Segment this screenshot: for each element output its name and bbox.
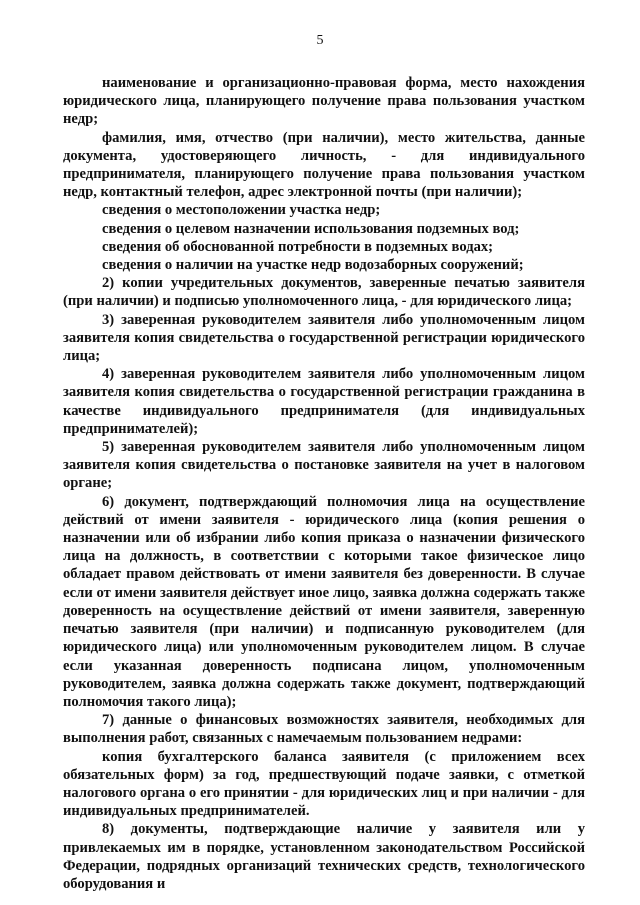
- paragraph: сведения о наличии на участке недр водозаборных сооружений;: [102, 257, 524, 274]
- paragraph: наименование и организационно-правовая форма, место нахождения юридического лица, планирующего получение права пользования участком недр;: [63, 75, 585, 128]
- page-number: 5: [316, 33, 324, 48]
- paragraph: 5) заверенная руководителем заявителя либо уполномоченным лицом заявителя копия свидетельства о постановке заявителя на учет в налоговом органе;: [63, 439, 585, 492]
- paragraph: 4) заверенная руководителем заявителя либо уполномоченным лицом заявителя копия свидетельства о государственной регистрации гражданина в качестве индивидуального предпринимателя (для индивидуальных предпринимателей);: [63, 366, 585, 437]
- paragraph: 2) копии учредительных документов, заверенные печатью заявителя (при наличии) и подписью уполномоченного лица, - для юридического лица;: [63, 275, 585, 310]
- paragraph: 8) документы, подтверждающие наличие у заявителя или у привлекаемых им в порядке, установленном законодательством Российской Федерации, подрядных организаций технических средств, технологического оборудования и: [63, 821, 585, 892]
- paragraph: 6) документ, подтверждающий полномочия лица на осуществление действий от имени заявителя - юридического лица (копия решения о назначении или об избрании либо копия приказа о назначении физического лица на должность, в соответствии с которыми такое физическое лицо обладает правом действовать от имени заявителя без доверенности. В случае если от имени заявителя действует иное лицо, заявка должна содержать также доверенность на осуществление действий от имени заявителя, заверенную печатью заявителя (при наличии) и подписанную руководителем (для юридического лица) или уполномоченным руководителем лицом. В случае если указанная доверенность подписана лицом, уполномоченным руководителем, заявка должна содержать также документ, подтверждающий полномочия такого лица);: [63, 493, 585, 710]
- paragraph: 7) данные о финансовых возможностях заявителя, необходимых для выполнения работ, связанных с намечаемым пользованием недрами:: [63, 712, 585, 747]
- paragraph: сведения о целевом назначении использования подземных вод;: [102, 220, 520, 237]
- paragraph: 3) заверенная руководителем заявителя либо уполномоченным лицом заявителя копия свидетельства о государственной регистрации юридического лица;: [63, 311, 585, 365]
- paragraph: фамилия, имя, отчество (при наличии), место жительства, данные документа, удостоверяющего личность, - для индивидуального предпринимателя, планирующего получение права пользования участком недр, контактный телефон, адрес электронной почты (при наличии);: [63, 129, 585, 201]
- paragraph: сведения об обоснованной потребности в подземных водах;: [102, 238, 494, 255]
- paragraph: копия бухгалтерского баланса заявителя (с приложением всех обязательных форм) за год, предшествующий подаче заявки, с отметкой налогового органа о его принятии - для юридических лиц и при наличии - для индивидуальных предпринимателей.: [63, 748, 585, 820]
- document-body: [63, 74, 585, 893]
- paragraph: сведения о местоположении участка недр;: [102, 202, 381, 219]
